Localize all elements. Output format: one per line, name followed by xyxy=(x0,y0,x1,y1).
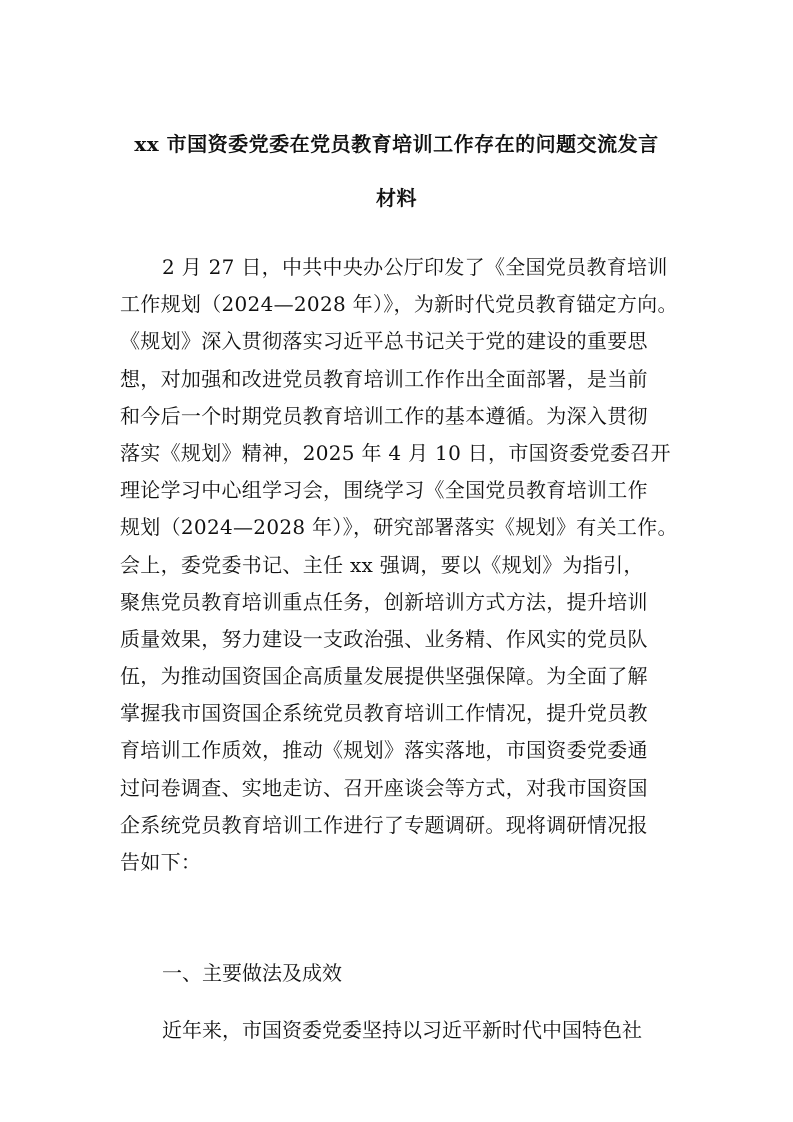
paragraph-line: 育培训工作质效，推动《规划》落实落地，市国资委党委通 xyxy=(120,738,648,763)
section-heading: 一、主要做法及成效 xyxy=(162,961,342,985)
paragraph-line: 工作规划（2024—2028 年）》，为新时代党员教育锚定方向。 xyxy=(120,292,678,317)
paragraph-line: 理论学习中心组学习会，围绕学习《全国党员教育培训工作 xyxy=(120,478,648,503)
paragraph-line: 规划（2024—2028 年）》，研究部署落实《规划》有关工作。 xyxy=(120,515,678,540)
paragraph-line: 掌握我市国资国企系统党员教育培训工作情况，提升党员教 xyxy=(120,701,648,726)
paragraph-line: 质量效果，努力建设一支政治强、业务精、作风实的党员队 xyxy=(120,626,648,651)
paragraph-line: 2 月 27 日，中共中央办公厅印发了《全国党员教育培训 xyxy=(162,255,668,279)
paragraph-line: 《规划》深入贯彻落实习近平总书记关于党的建设的重要思 xyxy=(120,329,648,354)
paragraph-1 xyxy=(120,249,680,881)
paragraph-line: 企系统党员教育培训工作进行了专题调研。现将调研情况报 xyxy=(120,812,648,837)
paragraph-line: 和今后一个时期党员教育培训工作的基本遵循。为深入贯彻 xyxy=(120,403,648,428)
paragraph-line: 伍，为推动国资国企高质量发展提供坚强保障。为全面了解 xyxy=(120,664,648,689)
paragraph-line: 想，对加强和改进党员教育培训工作作出全面部署，是当前 xyxy=(120,366,648,391)
paragraph-line: 过问卷调查、实地走访、召开座谈会等方式，对我市国资国 xyxy=(120,775,648,800)
document-title-line-1: xx 市国资委党委在党员教育培训工作存在的问题交流发言 xyxy=(134,132,659,156)
paragraph-line: 聚焦党员教育培训重点任务，创新培训方式方法，提升培训 xyxy=(120,589,648,614)
paragraph-line: 告如下： xyxy=(120,850,202,874)
paragraph-line: 会上，委党委书记、主任 xx 强调，要以《规划》为指引， xyxy=(120,552,644,577)
document-title-line-2: 材料 xyxy=(376,186,417,210)
paragraph-line: 落实《规划》精神，2025 年 4 月 10 日，市国资委党委召开 xyxy=(120,440,671,465)
paragraph-2-line-1: 近年来，市国资委党委坚持以习近平新时代中国特色社 xyxy=(162,1018,642,1042)
